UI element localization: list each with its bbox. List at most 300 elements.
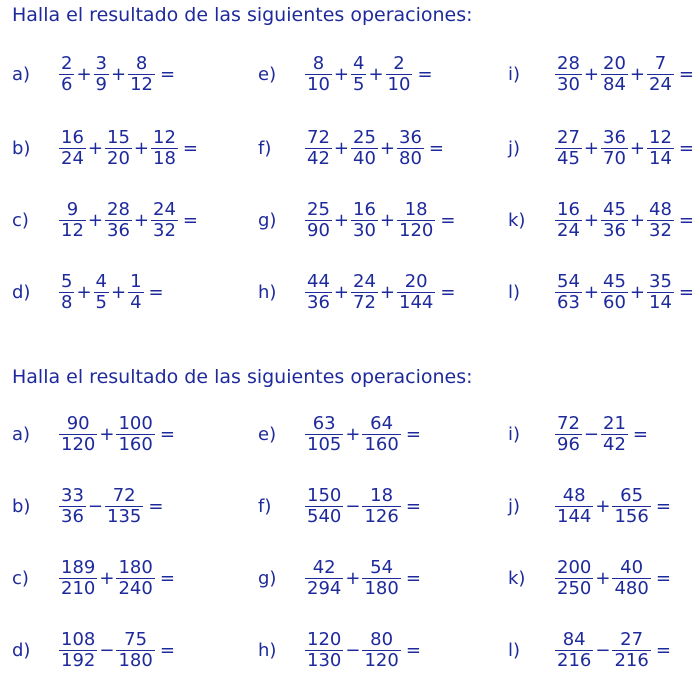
equals-sign: = <box>678 281 694 303</box>
fraction <box>128 54 155 95</box>
expression <box>58 630 175 671</box>
denominator: 10 <box>387 73 411 95</box>
fraction <box>116 630 154 671</box>
exercise-label: i) <box>508 423 521 445</box>
denominator: 105 <box>307 433 342 455</box>
expression <box>58 54 175 95</box>
numerator: 18 <box>370 484 394 506</box>
denominator: 60 <box>603 291 626 313</box>
numerator: 2 <box>61 52 73 74</box>
operator: + <box>629 209 645 231</box>
fraction <box>105 128 132 169</box>
numerator: 100 <box>118 412 153 434</box>
fraction <box>305 200 332 241</box>
expression <box>554 200 694 241</box>
numerator: 28 <box>107 198 130 220</box>
operator: + <box>595 495 611 517</box>
denominator: 40 <box>353 147 376 169</box>
fraction <box>59 200 86 241</box>
expression <box>304 486 421 527</box>
numerator: 20 <box>603 52 626 74</box>
operator: − <box>345 495 361 517</box>
denominator: 5 <box>353 73 365 95</box>
denominator: 24 <box>649 73 672 95</box>
denominator: 5 <box>95 291 107 313</box>
denominator: 216 <box>557 649 592 671</box>
exercise-label: k) <box>508 209 526 231</box>
numerator: 54 <box>557 270 580 292</box>
fraction <box>612 486 650 527</box>
exercise-item <box>258 118 444 178</box>
numerator: 16 <box>557 198 580 220</box>
expression <box>58 486 163 527</box>
denominator: 135 <box>107 505 142 527</box>
fraction <box>105 200 132 241</box>
fraction <box>601 414 628 455</box>
exercise-label: g) <box>258 567 277 589</box>
equals-sign: = <box>148 495 164 517</box>
equals-sign: = <box>405 639 421 661</box>
exercise-item <box>12 404 175 464</box>
exercise-label: f) <box>258 137 272 159</box>
exercise-item <box>258 404 421 464</box>
operator: + <box>583 209 599 231</box>
numerator: 12 <box>649 126 672 148</box>
numerator: 5 <box>61 270 73 292</box>
numerator: 9 <box>66 198 79 220</box>
equals-sign: = <box>678 63 694 85</box>
operator: + <box>345 567 361 589</box>
exercise-item <box>508 190 694 250</box>
denominator: 156 <box>614 505 649 527</box>
equals-sign: = <box>428 137 444 159</box>
numerator: 80 <box>370 628 394 650</box>
denominator: 80 <box>399 147 422 169</box>
operator: + <box>133 137 149 159</box>
expression <box>304 558 421 599</box>
exercise-label: h) <box>258 281 277 303</box>
fraction <box>601 54 628 95</box>
operator: + <box>99 567 115 589</box>
denominator: 36 <box>307 291 330 313</box>
numerator: 24 <box>353 270 376 292</box>
numerator: 21 <box>603 412 626 434</box>
fraction <box>555 558 593 599</box>
fraction <box>555 54 582 95</box>
exercise-item <box>508 44 694 104</box>
operator: + <box>333 63 349 85</box>
denominator: 294 <box>307 577 342 599</box>
operator: − <box>87 495 103 517</box>
numerator: 200 <box>557 556 592 578</box>
operator: + <box>87 209 103 231</box>
equals-sign: = <box>405 495 421 517</box>
fraction <box>305 414 343 455</box>
exercise-item <box>12 190 198 250</box>
equals-sign: = <box>440 209 456 231</box>
fraction <box>59 414 97 455</box>
fraction <box>94 272 109 313</box>
numerator: 7 <box>654 52 667 74</box>
fraction <box>612 630 650 671</box>
fraction <box>305 630 343 671</box>
fraction <box>601 200 628 241</box>
expression <box>58 128 198 169</box>
fraction <box>116 558 154 599</box>
exercise-label: k) <box>508 567 526 589</box>
exercise-item <box>12 476 163 536</box>
exercise-label: f) <box>258 495 272 517</box>
numerator: 45 <box>603 198 626 220</box>
equals-sign: = <box>678 209 694 231</box>
fraction <box>351 128 378 169</box>
exercise-label: j) <box>508 495 521 517</box>
equals-sign: = <box>405 567 421 589</box>
exercise-item <box>258 620 421 680</box>
exercise-label: l) <box>508 639 521 661</box>
fraction <box>555 272 582 313</box>
equals-sign: = <box>655 567 671 589</box>
fraction <box>555 630 593 671</box>
fraction <box>647 128 674 169</box>
denominator: 120 <box>399 219 434 241</box>
fraction <box>555 414 582 455</box>
numerator: 2 <box>393 52 405 74</box>
denominator: 4 <box>130 291 142 313</box>
expression <box>58 558 175 599</box>
numerator: 72 <box>557 412 580 434</box>
fraction <box>362 630 400 671</box>
fraction <box>305 272 332 313</box>
fraction <box>397 128 424 169</box>
operator: + <box>333 281 349 303</box>
numerator: 120 <box>307 628 342 650</box>
denominator: 12 <box>130 73 153 95</box>
numerator: 4 <box>353 52 365 74</box>
expression <box>554 630 671 671</box>
fraction <box>305 486 343 527</box>
fraction <box>59 558 97 599</box>
exercise-item <box>258 262 455 322</box>
denominator: 192 <box>61 649 96 671</box>
numerator: 75 <box>124 628 148 650</box>
numerator: 36 <box>399 126 422 148</box>
denominator: 63 <box>557 291 580 313</box>
denominator: 240 <box>118 577 153 599</box>
denominator: 12 <box>61 219 84 241</box>
exercise-label: j) <box>508 137 521 159</box>
equals-sign: = <box>182 137 198 159</box>
fraction <box>555 486 593 527</box>
numerator: 8 <box>135 52 148 74</box>
numerator: 189 <box>61 556 96 578</box>
numerator: 54 <box>370 556 394 578</box>
fraction <box>59 486 86 527</box>
expression <box>58 414 175 455</box>
exercise-label: a) <box>12 423 31 445</box>
denominator: 540 <box>307 505 342 527</box>
numerator: 65 <box>620 484 644 506</box>
equals-sign: = <box>405 423 421 445</box>
fraction <box>601 128 628 169</box>
numerator: 16 <box>61 126 84 148</box>
exercise-label: d) <box>12 281 31 303</box>
denominator: 18 <box>153 147 176 169</box>
operator: + <box>368 63 384 85</box>
numerator: 8 <box>312 52 325 74</box>
equals-sign: = <box>159 639 175 661</box>
exercise-item <box>12 262 164 322</box>
operator: + <box>379 281 395 303</box>
denominator: 126 <box>364 505 399 527</box>
fraction <box>555 200 582 241</box>
expression <box>554 414 648 455</box>
denominator: 160 <box>364 433 399 455</box>
numerator: 16 <box>353 198 376 220</box>
exercise-label: h) <box>258 639 277 661</box>
denominator: 90 <box>307 219 330 241</box>
expression <box>554 128 694 169</box>
numerator: 24 <box>153 198 176 220</box>
expression <box>304 272 455 313</box>
fraction <box>305 54 332 95</box>
fraction <box>601 272 628 313</box>
exercise-item <box>258 476 421 536</box>
fraction <box>351 272 378 313</box>
denominator: 8 <box>61 291 73 313</box>
expression <box>58 272 164 313</box>
fraction <box>397 272 435 313</box>
numerator: 48 <box>562 484 586 506</box>
expression <box>304 630 421 671</box>
exercise-label: e) <box>258 63 277 85</box>
denominator: 144 <box>557 505 592 527</box>
numerator: 64 <box>370 412 394 434</box>
exercise-item <box>12 548 175 608</box>
equals-sign: = <box>159 423 175 445</box>
equals-sign: = <box>148 281 164 303</box>
numerator: 35 <box>649 270 672 292</box>
exercise-label: d) <box>12 639 31 661</box>
exercise-item <box>258 44 433 104</box>
fraction <box>386 54 413 95</box>
fraction <box>555 128 582 169</box>
numerator: 180 <box>118 556 153 578</box>
denominator: 14 <box>649 291 672 313</box>
denominator: 24 <box>557 219 580 241</box>
denominator: 210 <box>61 577 96 599</box>
denominator: 84 <box>603 73 626 95</box>
denominator: 216 <box>614 649 649 671</box>
equals-sign: = <box>632 423 648 445</box>
expression <box>304 128 444 169</box>
equals-sign: = <box>159 567 175 589</box>
exercise-label: b) <box>12 495 31 517</box>
equals-sign: = <box>160 63 176 85</box>
numerator: 44 <box>307 270 330 292</box>
numerator: 150 <box>307 484 342 506</box>
fraction <box>305 558 343 599</box>
fraction <box>351 200 378 241</box>
operator: + <box>379 137 395 159</box>
denominator: 32 <box>649 219 672 241</box>
numerator: 1 <box>130 270 142 292</box>
exercise-item <box>508 476 671 536</box>
numerator: 45 <box>603 270 626 292</box>
exercise-item <box>12 118 198 178</box>
denominator: 70 <box>603 147 626 169</box>
operator: + <box>111 63 127 85</box>
numerator: 63 <box>312 412 336 434</box>
numerator: 28 <box>557 52 580 74</box>
numerator: 12 <box>153 126 176 148</box>
exercise-label: c) <box>12 567 29 589</box>
denominator: 160 <box>118 433 153 455</box>
equals-sign: = <box>678 137 694 159</box>
exercise-item <box>508 404 648 464</box>
exercise-label: l) <box>508 281 521 303</box>
equals-sign: = <box>440 281 456 303</box>
denominator: 24 <box>61 147 84 169</box>
fraction <box>94 54 109 95</box>
denominator: 32 <box>153 219 176 241</box>
fraction <box>105 486 143 527</box>
exercise-label: e) <box>258 423 277 445</box>
fraction <box>351 54 366 95</box>
fraction <box>59 54 74 95</box>
operator: + <box>583 281 599 303</box>
numerator: 25 <box>353 126 376 148</box>
exercise-item <box>12 44 175 104</box>
denominator: 45 <box>557 147 580 169</box>
fraction <box>59 128 86 169</box>
denominator: 6 <box>61 73 73 95</box>
denominator: 36 <box>107 219 130 241</box>
operator: + <box>629 63 645 85</box>
operator: − <box>99 639 115 661</box>
operator: + <box>583 63 599 85</box>
numerator: 25 <box>307 198 330 220</box>
denominator: 42 <box>307 147 330 169</box>
fraction <box>362 486 400 527</box>
equals-sign: = <box>182 209 198 231</box>
fraction <box>362 414 400 455</box>
expression <box>554 558 671 599</box>
equals-sign: = <box>655 639 671 661</box>
denominator: 36 <box>603 219 626 241</box>
fraction <box>362 558 400 599</box>
numerator: 90 <box>66 412 90 434</box>
exercise-label: c) <box>12 209 29 231</box>
operator: − <box>345 639 361 661</box>
numerator: 27 <box>620 628 644 650</box>
operator: + <box>629 281 645 303</box>
denominator: 10 <box>307 73 330 95</box>
exercise-label: a) <box>12 63 31 85</box>
operator: + <box>133 209 149 231</box>
denominator: 36 <box>61 505 84 527</box>
operator: + <box>333 209 349 231</box>
operator: + <box>629 137 645 159</box>
operator: + <box>345 423 361 445</box>
operator: + <box>99 423 115 445</box>
exercise-item <box>508 548 671 608</box>
fraction <box>305 128 332 169</box>
denominator: 20 <box>107 147 130 169</box>
denominator: 120 <box>61 433 96 455</box>
expression <box>304 200 455 241</box>
exercise-item <box>258 190 455 250</box>
denominator: 42 <box>603 433 626 455</box>
expression <box>304 414 421 455</box>
denominator: 120 <box>364 649 399 671</box>
exercise-label: g) <box>258 209 277 231</box>
operator: + <box>111 281 127 303</box>
denominator: 144 <box>399 291 434 313</box>
operator: + <box>595 567 611 589</box>
fraction <box>151 200 178 241</box>
operator: − <box>583 423 599 445</box>
numerator: 3 <box>95 52 107 74</box>
fraction <box>647 200 674 241</box>
numerator: 48 <box>649 198 672 220</box>
exercise-label: i) <box>508 63 521 85</box>
equals-sign: = <box>655 495 671 517</box>
operator: + <box>583 137 599 159</box>
numerator: 40 <box>620 556 644 578</box>
denominator: 130 <box>307 649 342 671</box>
numerator: 84 <box>562 628 586 650</box>
numerator: 33 <box>61 484 84 506</box>
section-2-title: Halla el resultado de las siguientes operaciones: <box>12 366 473 388</box>
section-1-title: Halla el resultado de las siguientes operaciones: <box>12 4 473 26</box>
operator: + <box>379 209 395 231</box>
fraction <box>59 630 97 671</box>
denominator: 9 <box>95 73 107 95</box>
numerator: 72 <box>307 126 330 148</box>
operator: + <box>76 63 92 85</box>
fraction <box>647 272 674 313</box>
exercise-label: b) <box>12 137 31 159</box>
denominator: 480 <box>614 577 649 599</box>
numerator: 108 <box>61 628 96 650</box>
fraction <box>59 272 74 313</box>
fraction <box>151 128 178 169</box>
numerator: 20 <box>404 270 428 292</box>
denominator: 180 <box>364 577 399 599</box>
operator: − <box>595 639 611 661</box>
fraction <box>397 200 435 241</box>
numerator: 4 <box>95 270 107 292</box>
exercise-item <box>508 262 694 322</box>
operator: + <box>87 137 103 159</box>
numerator: 15 <box>107 126 130 148</box>
operator: + <box>333 137 349 159</box>
exercise-item <box>508 620 671 680</box>
expression <box>554 54 694 95</box>
denominator: 72 <box>353 291 376 313</box>
exercise-item <box>12 620 175 680</box>
denominator: 14 <box>649 147 672 169</box>
denominator: 250 <box>557 577 592 599</box>
denominator: 96 <box>557 433 580 455</box>
fraction <box>612 558 650 599</box>
expression <box>554 272 694 313</box>
expression <box>304 54 433 95</box>
numerator: 72 <box>112 484 136 506</box>
denominator: 30 <box>353 219 376 241</box>
equals-sign: = <box>417 63 433 85</box>
